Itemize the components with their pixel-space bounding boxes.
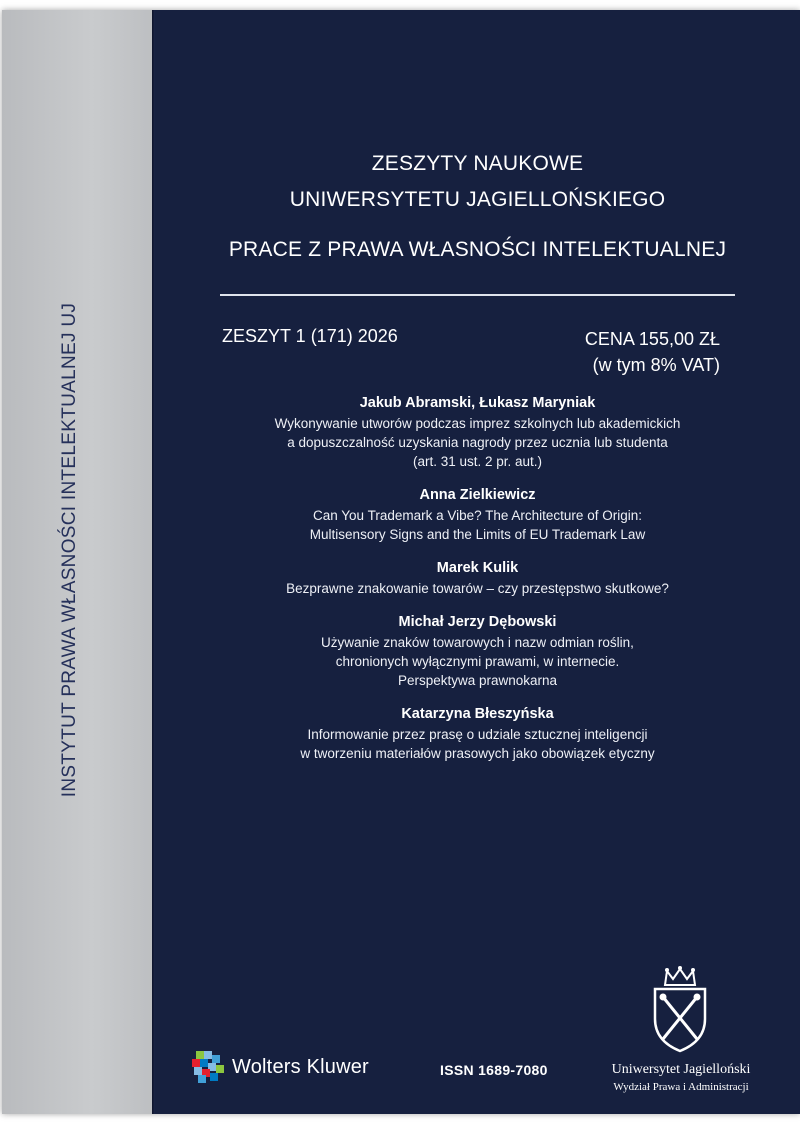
issn: ISSN 1689-7080 (440, 1062, 548, 1078)
spine-text: INSTYTUT PRAWA WŁASNOŚCI INTELEKTUALNEJ UJ (59, 302, 80, 798)
article-author: Marek Kulik (436, 560, 519, 576)
series-title-line-1: ZESZYTY NAUKOWE (371, 152, 584, 175)
article-entry (155, 392, 800, 471)
article-title-line: Bezprawne znakowanie towarów – czy przestępstwo skutkowe? (286, 581, 669, 596)
series-title-line-2: UNIWERSYTETU JAGIELLOŃSKIEGO (289, 188, 666, 211)
series-title (155, 146, 800, 218)
price-vat: (w tym 8% VAT) (592, 355, 720, 375)
price-block (585, 326, 720, 378)
spine (2, 10, 152, 1114)
article-title-line: Can You Trademark a Vibe? The Architecture of Origin: (313, 508, 642, 523)
article-author: Jakub Abramski, Łukasz Maryniak (359, 395, 596, 411)
series-subtitle: PRACE Z PRAWA WŁASNOŚCI INTELEKTUALNEJ (228, 238, 727, 261)
wolters-kluwer-logo-icon (192, 1051, 224, 1083)
cover-panel (155, 10, 800, 1114)
publisher-name: Wolters Kluwer (232, 1055, 369, 1078)
article-entry (155, 611, 800, 690)
article-author: Katarzyna Błeszyńska (401, 706, 554, 722)
article-title-line: w tworzeniu materiałów prasowych jako obowiązek etyczny (300, 746, 655, 761)
publisher (192, 1051, 369, 1083)
article-title-line: (art. 31 ust. 2 pr. aut.) (412, 454, 543, 469)
article-author: Michał Jerzy Dębowski (398, 614, 557, 630)
table-of-contents (155, 392, 800, 776)
article-title-line: chronionych wyłącznymi prawami, w internecie. (335, 654, 620, 669)
book-cover (2, 10, 800, 1114)
article-entry (155, 557, 800, 598)
divider (220, 294, 735, 296)
article-entry (155, 484, 800, 544)
price-amount: CENA 155,00 ZŁ (584, 329, 720, 349)
article-entry (155, 703, 800, 763)
article-title-line: Wykonywanie utworów podczas imprez szkolnych lub akademickich (274, 416, 681, 431)
article-title-line: a dopuszczalność uzyskania nagrody przez ucznia lub studenta (287, 435, 668, 450)
article-title-line: Multisensory Signs and the Limits of EU Trademark Law (309, 527, 646, 542)
issue-number: ZESZYT 1 (171) 2026 (222, 326, 398, 346)
article-title-line: Perspektywa prawnokarna (397, 673, 558, 688)
university-name: Uniwersytet Jagielloński (611, 1062, 751, 1077)
article-title-line: Informowanie przez prasę o udziale sztucznej inteligencji (307, 727, 648, 742)
university-crest-icon (625, 965, 735, 1055)
article-author: Anna Zielkiewicz (419, 487, 536, 503)
article-title-line: Używanie znaków towarowych i nazw odmian roślin, (321, 635, 634, 650)
university-faculty: Wydział Prawa i Administracji (613, 1081, 749, 1093)
